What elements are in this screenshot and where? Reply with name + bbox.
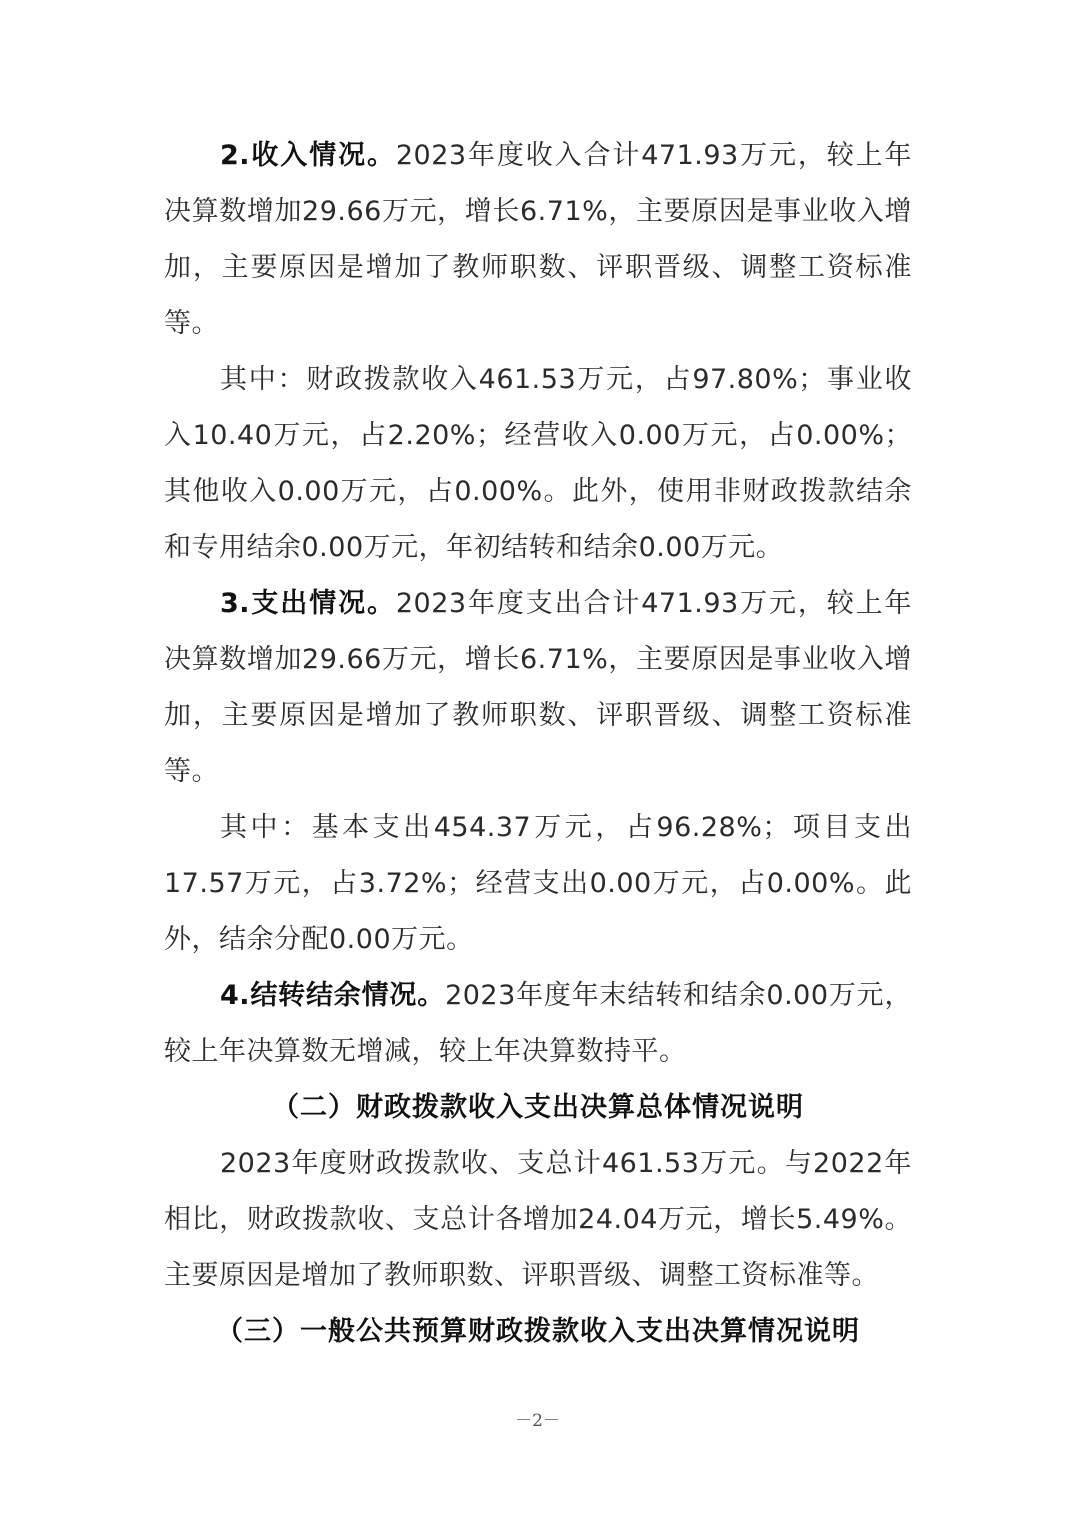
section-heading-two: （二）财政拨款收入支出决算总体情况说明 <box>272 1092 804 1123</box>
fiscal-summary-paragraph: 2023年度财政拨款收、支总计461.53万元。与2022年相比，财政拨款收、支总计各增加24.04万元，增长5.49%。主要原因是增加了教师职数、评职晋级、调整工资标准等。 <box>164 1148 912 1291</box>
document-page <box>164 128 912 1360</box>
expense-paragraph <box>164 576 912 800</box>
income-paragraph <box>164 128 912 352</box>
expense-lead: 3.支出情况。 <box>220 588 396 619</box>
expense-body: 2023年度支出合计471.93万元，较上年决算数增加29.66万元，增长6.71%，主要原因是事业收入增加，主要原因是增加了教师职数、评职晋级、调整工资标准等。 <box>164 588 913 787</box>
section-heading-three: （三）一般公共预算财政拨款收入支出决算情况说明 <box>216 1316 860 1347</box>
income-lead: 2.收入情况。 <box>220 140 396 171</box>
page-number: －2－ <box>515 1411 560 1431</box>
expense-detail-paragraph: 其中：基本支出454.37万元，占96.28%；项目支出17.57万元，占3.72%；经营支出0.00万元，占0.00%。此外，结余分配0.00万元。 <box>164 812 912 955</box>
carryover-lead: 4.结转结余情况。 <box>220 980 446 1011</box>
carryover-paragraph <box>164 968 912 1080</box>
income-detail-paragraph: 其中：财政拨款收入461.53万元，占97.80%；事业收入10.40万元，占2.20%；经营收入0.00万元，占0.00%；其他收入0.00万元，占0.00%。此外，使用非财政拨款结余和专用结余0.00万元，年初结转和结余0.00万元。 <box>164 364 912 563</box>
carryover-body: 2023年度年末结转和结余0.00万元，较上年决算数无增减，较上年决算数持平。 <box>164 980 912 1067</box>
income-body: 2023年度收入合计471.93万元，较上年决算数增加29.66万元，增长6.71%，主要原因是事业收入增加，主要原因是增加了教师职数、评职晋级、调整工资标准等。 <box>164 140 913 339</box>
